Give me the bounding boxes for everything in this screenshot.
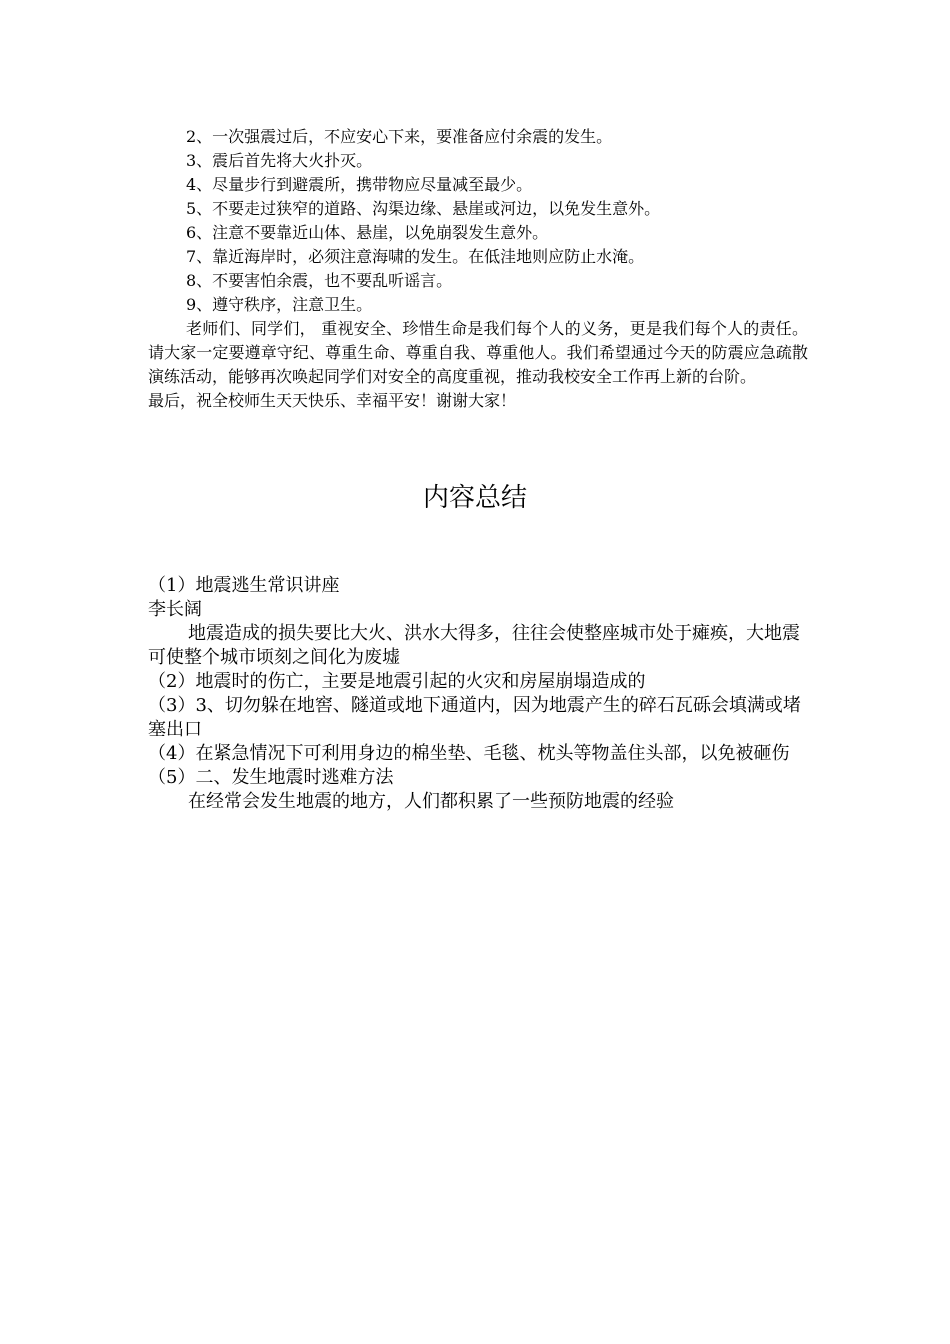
- summary-item: （4）在紧急情况下可利用身边的棉坐垫、毛毯、枕头等物盖住头部，以免被砸伤: [148, 743, 790, 764]
- summary-item: （5）二、发生地震时逃难方法: [148, 767, 394, 788]
- list-item: 2、一次强震过后，不应安心下来，要准备应付余震的发生。: [186, 127, 613, 146]
- list-item: 7、靠近海岸时，必须注意海啸的发生。在低洼地则应防止水淹。: [186, 247, 645, 266]
- safety-tips-list: [148, 125, 808, 413]
- summary-item: （3）3、切勿躲在地窖、隧道或地下通道内，因为地震产生的碎石瓦砾会填满或堵塞出口: [148, 695, 801, 740]
- closing-line: 最后，祝全校师生天天快乐、幸福平安！谢谢大家！: [148, 391, 517, 410]
- summary-item: （1）地震逃生常识讲座: [148, 575, 340, 596]
- summary-item: （2）地震时的伤亡，主要是地震引起的火灾和房屋崩塌造成的: [148, 671, 646, 692]
- list-item: 4、尽量步行到避震所，携带物应尽量减至最少。: [186, 175, 533, 194]
- list-item: 6、注意不要靠近山体、悬崖，以免崩裂发生意外。: [186, 223, 549, 242]
- list-item: 8、不要害怕余震，也不要乱听谣言。: [186, 271, 453, 290]
- author: 李长阔: [148, 599, 202, 620]
- summary-title: 内容总结: [422, 483, 527, 513]
- summary-paragraph: 在经常会发生地震的地方，人们都积累了一些预防地震的经验: [188, 791, 674, 812]
- list-item: 5、不要走过狭窄的道路、沟渠边缘、悬崖或河边，以免发生意外。: [186, 199, 661, 218]
- list-item: 3、震后首先将大火扑灭。: [186, 151, 373, 170]
- summary-section: [148, 574, 808, 814]
- list-item: 9、遵守秩序，注意卫生。: [186, 295, 373, 314]
- summary-paragraph: 地震造成的损失要比大火、洪水大得多，往往会使整座城市处于瘫痪，大地震可使整个城市顷刻之间化为废墟: [148, 623, 800, 668]
- body-paragraph: 老师们、同学们， 重视安全、珍惜生命是我们每个人的义务，更是我们每个人的责任。请大家一定要遵章守纪、尊重生命、尊重自我、尊重他人。我们希望通过今天的防震应急疏散演练活动，能够再次唤起同学们对安全的高度重视，推动我校安全工作再上新的台阶。: [148, 319, 808, 386]
